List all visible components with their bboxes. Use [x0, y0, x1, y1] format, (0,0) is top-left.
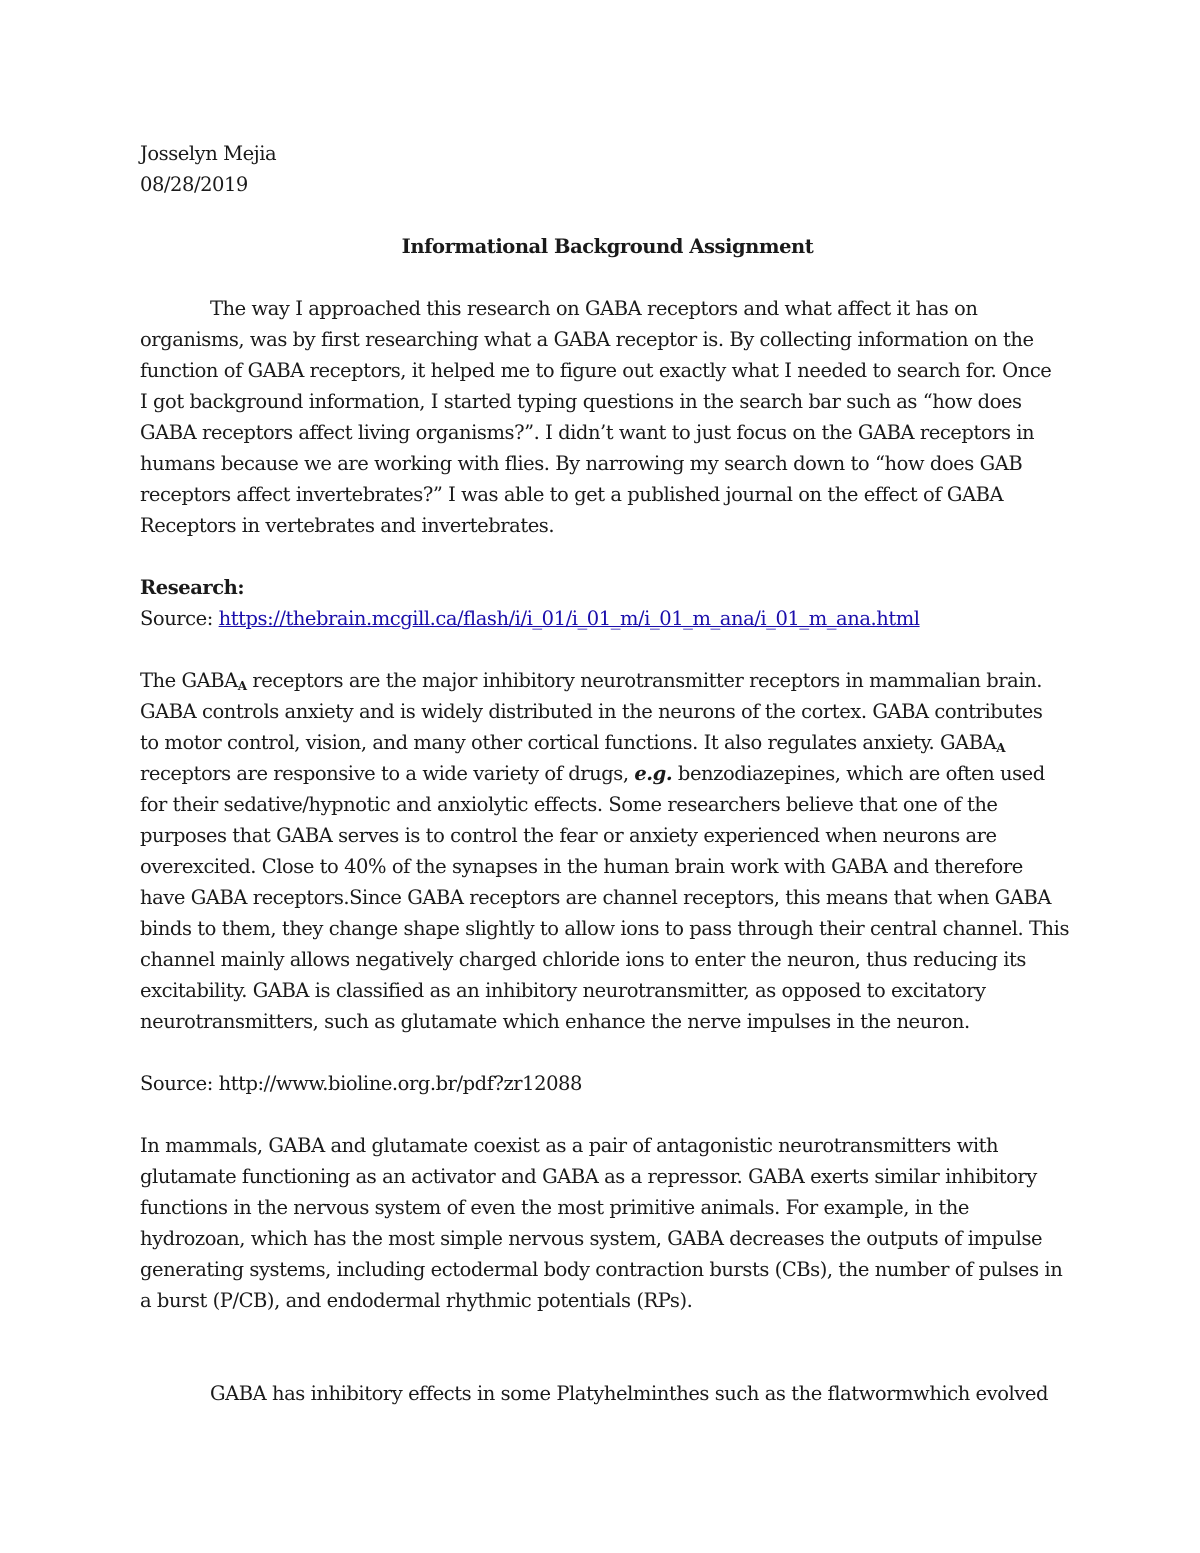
- intro-paragraph: [140, 293, 1065, 541]
- paragraph-line: a burst (P/CB), and endodermal rhythmic potentials (RPs).: [140, 1289, 693, 1312]
- eg-abbreviation: e.g.: [634, 762, 673, 785]
- paragraph-line: for their sedative/hypnotic and anxiolytic effects. Some researchers believe that one of the: [140, 793, 998, 816]
- research-paragraph-1: [140, 665, 1070, 1037]
- paragraph-line: functions in the nervous system of even the most primitive animals. For example, in the: [140, 1196, 970, 1219]
- source-line-1: [140, 603, 1065, 634]
- paragraph-line: function of GABA receptors, it helped me to figure out exactly what I needed to search for. Once: [140, 359, 1052, 382]
- research-heading: Research:: [140, 576, 245, 599]
- paragraph-line: receptors affect invertebrates?” I was able to get a published journal on the effect of GABA: [140, 483, 1004, 506]
- paragraph-line: GABA controls anxiety and is widely distributed in the neurons of the cortex. GABA contributes: [140, 700, 1043, 723]
- paragraph-line: neurotransmitters, such as glutamate which enhance the nerve impulses in the neuron.: [140, 1010, 970, 1033]
- research-paragraph-3-line: GABA has inhibitory effects in some Platyhelminthes such as the flatwormwhich evolved: [210, 1382, 1048, 1405]
- paragraph-line: The way I approached this research on GABA receptors and what affect it has on: [210, 297, 978, 320]
- subscript-a: A: [996, 741, 1006, 755]
- paragraph-line: have GABA receptors.Since GABA receptors are channel receptors, this means that when GABA: [140, 886, 1051, 909]
- paragraph-line: The $GABA_A$ receptors are the major inhibitory neurotransmitter receptors in mammalian brain.: [140, 669, 1042, 693]
- source-line-2: Source: http://www.bioline.org.br/pdf?zr12088: [140, 1072, 582, 1095]
- paragraph-line: organisms, was by first researching what a GABA receptor is. By collecting information on the: [140, 328, 1034, 351]
- author-name: Josselyn Mejia: [140, 142, 277, 165]
- subscript-a: A: [237, 679, 247, 693]
- paragraph-line: hydrozoan, which has the most simple nervous system, GABA decreases the outputs of impulse: [140, 1227, 1043, 1250]
- paragraph-line: overexcited. Close to 40% of the synapses in the human brain work with GABA and therefore: [140, 855, 1023, 878]
- paragraph-line: receptors are responsive to a wide variety of drugs, e.g. benzodiazepines, which are often used: [140, 762, 1045, 785]
- paragraph-line: to motor control, vision, and many other cortical functions. It also regulates anxiety. $GABA_A$: [140, 731, 1006, 755]
- paragraph-line: GABA receptors affect living organisms?”. I didn’t want to just focus on the GABA receptors in: [140, 421, 1035, 444]
- paragraph-line: excitability. GABA is classified as an inhibitory neurotransmitter, as opposed to excitatory: [140, 979, 986, 1002]
- document-date: 08/28/2019: [140, 173, 248, 196]
- paragraph-line: glutamate functioning as an activator and GABA as a repressor. GABA exerts similar inhibitory: [140, 1165, 1037, 1188]
- document-page: [140, 138, 1070, 1409]
- paragraph-line: Receptors in vertebrates and invertebrates.: [140, 514, 555, 537]
- research-paragraph-2: [140, 1130, 1065, 1316]
- document-title: Informational Background Assignment: [401, 235, 814, 258]
- paragraph-line: humans because we are working with flies. By narrowing my search down to “how does GAB: [140, 452, 1023, 475]
- paragraph-line: In mammals, GABA and glutamate coexist as a pair of antagonistic neurotransmitters with: [140, 1134, 999, 1157]
- paragraph-line: binds to them, they change shape slightly to allow ions to pass through their central channel. This: [140, 917, 1070, 940]
- paragraph-line: channel mainly allows negatively charged chloride ions to enter the neuron, thus reducing its: [140, 948, 1026, 971]
- paragraph-line: generating systems, including ectodermal body contraction bursts (CBs), the number of pulses in: [140, 1258, 1063, 1281]
- source-label: Source:: [140, 607, 219, 630]
- paragraph-line: I got background information, I started typing questions in the search bar such as “how does: [140, 390, 1022, 413]
- source-link[interactable]: https://thebrain.mcgill.ca/flash/i/i_01/i_01_m/i_01_m_ana/i_01_m_ana.html: [218, 607, 920, 630]
- paragraph-line: purposes that GABA serves is to control the fear or anxiety experienced when neurons are: [140, 824, 997, 847]
